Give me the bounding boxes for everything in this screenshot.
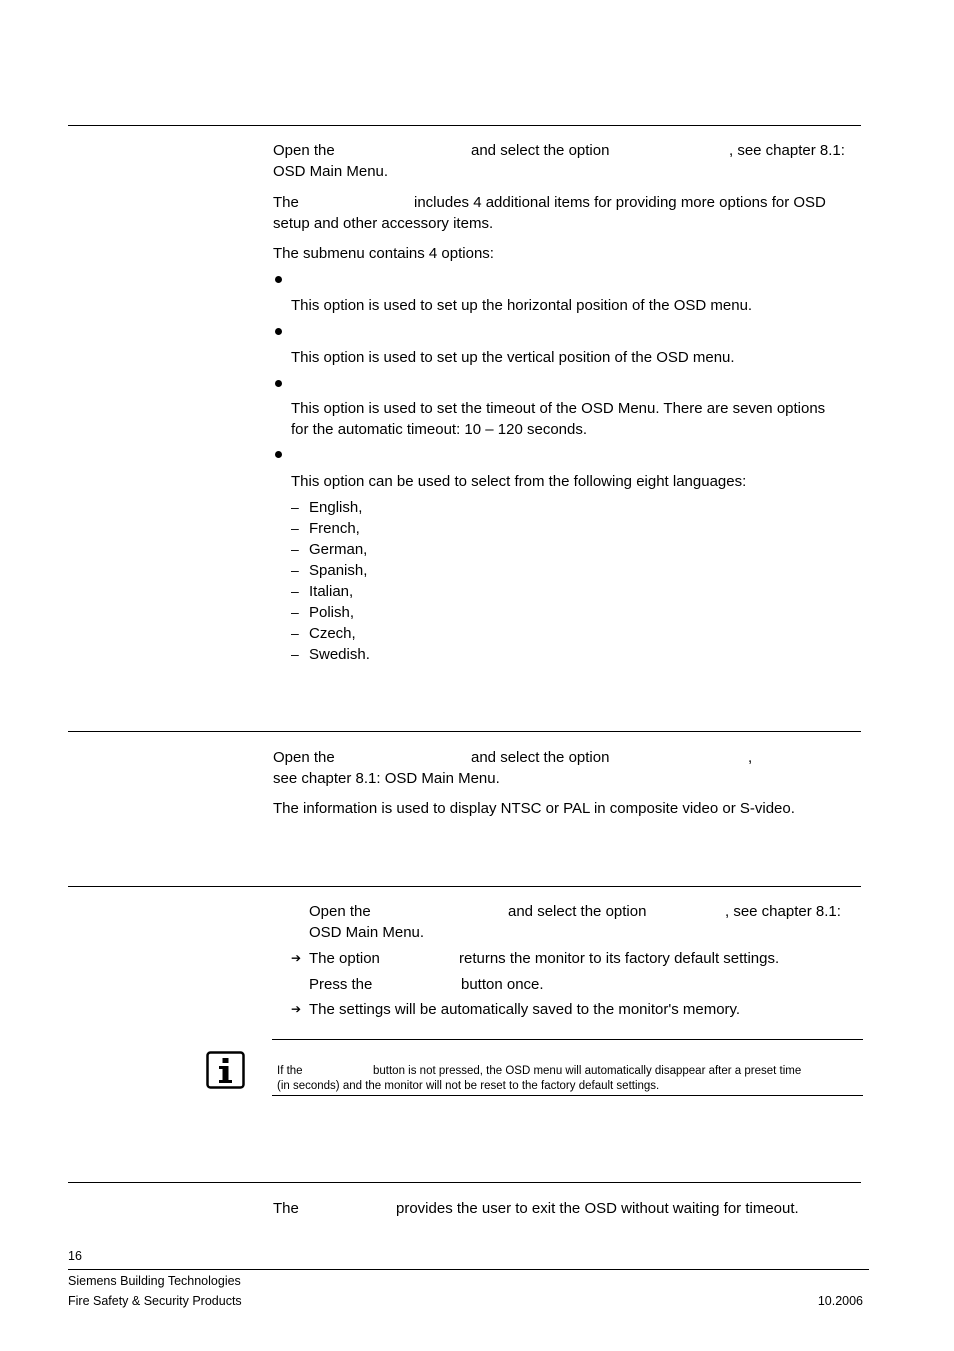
dash-icon: – xyxy=(291,541,299,557)
note-text: If the xyxy=(277,1065,303,1077)
option-description: This option is used to set up the vertical position of the OSD menu. xyxy=(291,349,735,366)
saved-text: The settings will be automatically saved to the monitor's memory. xyxy=(309,1001,741,1018)
option-description: This option is used to set up the horizontal position of the OSD menu. xyxy=(291,297,753,314)
language-item: Italian, xyxy=(309,583,354,600)
press-text: Press the xyxy=(309,976,373,993)
option-description: This option is used to set the timeout of the OSD Menu. There are seven options xyxy=(291,400,826,417)
chapter-ref: see chapter 8.1: OSD Main Menu. xyxy=(273,770,500,787)
note-bottom-border xyxy=(272,1095,863,1096)
bullet-icon xyxy=(275,380,282,387)
language-item: English, xyxy=(309,499,363,516)
arrow-right-icon: ➔ xyxy=(291,1002,302,1016)
bullet-icon xyxy=(275,328,282,335)
bullet-icon xyxy=(275,451,282,458)
dash-icon: – xyxy=(291,520,299,536)
press-text-rest: button once. xyxy=(461,976,544,993)
footer-date: 10.2006 xyxy=(817,1294,863,1308)
dash-icon: – xyxy=(291,646,299,662)
bullet-icon xyxy=(275,276,282,283)
open-text: Open the xyxy=(309,903,371,920)
arrow-right-icon: ➔ xyxy=(291,951,302,965)
language-item: Swedish. xyxy=(309,646,370,663)
footer-company: Siemens Building Technologies xyxy=(68,1274,241,1288)
submenu-text: The submenu contains 4 options: xyxy=(273,245,494,262)
note-text-rest: button is not pressed, the OSD menu will automatically disappear after a preset time xyxy=(373,1065,802,1077)
section-divider xyxy=(68,731,861,732)
info-text: The information is used to display NTSC or PAL in composite video or S-video. xyxy=(273,800,795,817)
open-text: Open the xyxy=(273,749,335,766)
chapter-ref: , see chapter 8.1: xyxy=(725,903,841,920)
language-item: German, xyxy=(309,541,368,558)
dash-icon: – xyxy=(291,499,299,515)
dash-icon: – xyxy=(291,583,299,599)
language-item: Polish, xyxy=(309,604,355,621)
dash-icon: – xyxy=(291,604,299,620)
select-text: and select the option xyxy=(508,903,647,920)
section-divider xyxy=(68,1182,861,1183)
comma-text: , xyxy=(748,749,753,766)
chapter-ref: , see chapter 8.1: xyxy=(729,142,845,159)
chapter-ref-cont: OSD Main Menu. xyxy=(309,924,425,941)
language-item: French, xyxy=(309,520,360,537)
language-item: Czech, xyxy=(309,625,356,642)
exit-text-rest: provides the user to exit the OSD without waiting for timeout. xyxy=(396,1200,799,1217)
info-icon xyxy=(206,1051,245,1089)
footer-divider xyxy=(68,1269,869,1270)
section-divider xyxy=(68,125,861,126)
dash-icon: – xyxy=(291,625,299,641)
language-item: Spanish, xyxy=(309,562,368,579)
open-text: Open the xyxy=(273,142,335,159)
option-description: This option can be used to select from the following eight languages: xyxy=(291,473,747,490)
intro-text-rest: includes 4 additional items for providing more options for OSD xyxy=(414,194,826,211)
option-text-rest: returns the monitor to its factory default settings. xyxy=(459,950,780,967)
option-text: The option xyxy=(309,950,380,967)
note-top-border xyxy=(272,1039,863,1040)
intro-text-line2: setup and other accessory items. xyxy=(273,215,494,232)
footer-division: Fire Safety & Security Products xyxy=(68,1294,242,1308)
exit-text: The xyxy=(273,1200,299,1217)
select-text: and select the option xyxy=(471,749,610,766)
section-divider xyxy=(68,886,861,887)
dash-icon: – xyxy=(291,562,299,578)
note-text-line2: (in seconds) and the monitor will not be reset to the factory default settings. xyxy=(277,1080,660,1092)
select-text: and select the option xyxy=(471,142,610,159)
chapter-ref-cont: OSD Main Menu. xyxy=(273,163,389,180)
intro-text: The xyxy=(273,194,299,211)
option-description: for the automatic timeout: 10 – 120 seconds. xyxy=(291,421,588,438)
page-number: 16 xyxy=(68,1249,82,1263)
